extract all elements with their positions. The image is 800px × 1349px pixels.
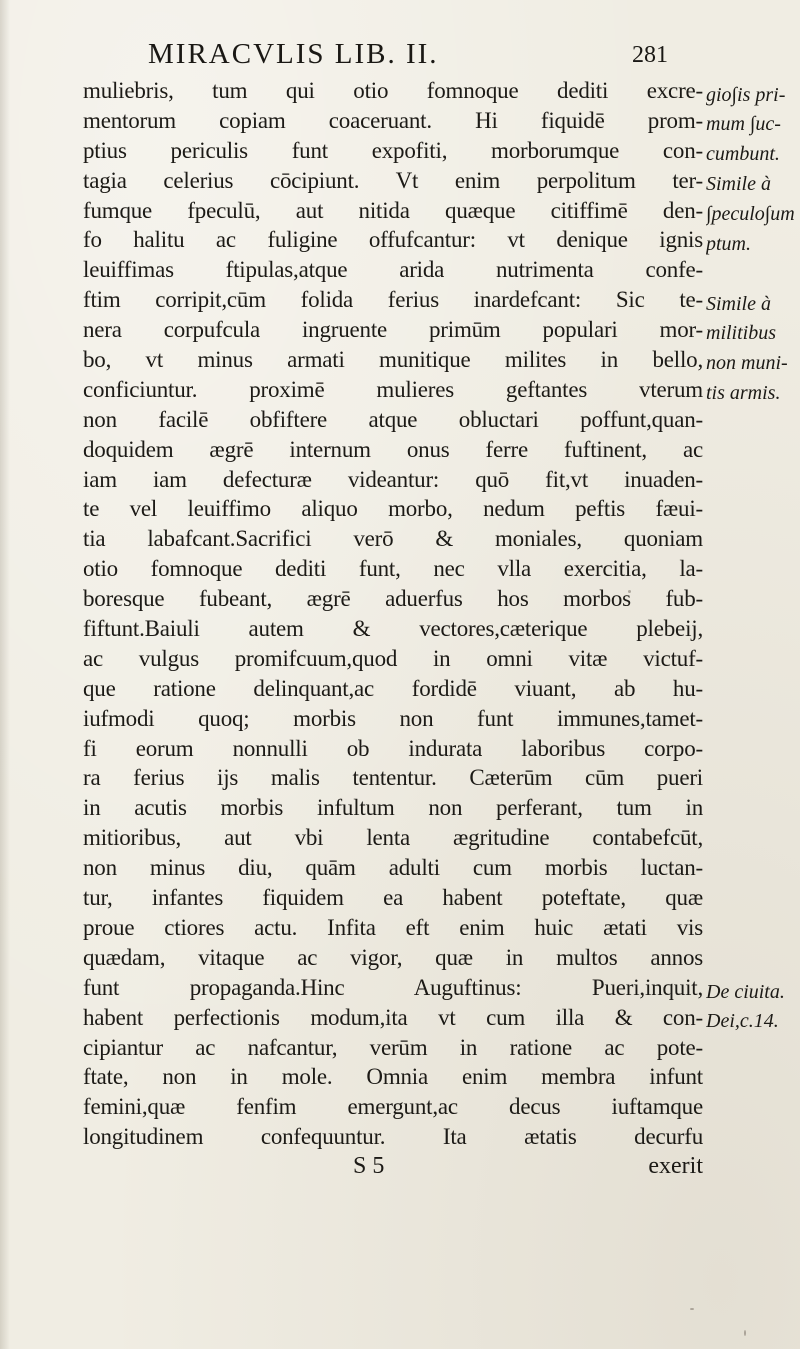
margin-note: non muni- (706, 352, 788, 374)
margin-note: ptum. (706, 233, 751, 255)
margin-note: De ciuita. (706, 981, 785, 1003)
page-footer (83, 1153, 703, 1183)
text-line: leuiffimas ftipulas,atque arida nutrimenta confe- (83, 257, 703, 283)
text-line: iam iam defecturæ videantur: quō fit,vt inuaden- (83, 466, 703, 492)
text-line: otio fomnoque dediti funt, nec vlla exercitia, la- (83, 556, 703, 582)
text-line: femini,quæ fenfim emergunt,ac decus iuftamque (83, 1094, 703, 1120)
margin-note: gio∫is pri- (706, 84, 786, 106)
text-line: non facilē obfiftere atque obluctari poffunt,quan- (83, 406, 703, 432)
margin-note: mum ∫uc- (706, 113, 781, 135)
running-head-title: MIRACVLIS LIB. II. (148, 38, 439, 70)
body-text (83, 76, 703, 1152)
text-line: que ratione delinquant,ac fordidē viuant, ab hu- (83, 675, 703, 701)
text-line: mentorum copiam coaceruant. Hi fiquidē prom- (83, 107, 703, 133)
text-line: ftim corripit,cūm folida ferius inardefcant: Sic te- (83, 287, 703, 313)
paper-speck (744, 1330, 746, 1336)
text-line: nera corpufcula ingruente primūm populari mor- (83, 317, 703, 343)
page-number: 281 (632, 42, 668, 68)
text-line: doquidem ægrē internum onus ferre fuftinent, ac (83, 436, 703, 462)
margin-note: Simile à (706, 173, 771, 195)
text-line: iufmodi quoq; morbis non funt immunes,tamet- (83, 705, 703, 731)
margin-note: militibus (706, 322, 777, 344)
text-line: fi eorum nonnulli ob indurata laboribus corpo- (83, 735, 703, 761)
text-line: habent perfectionis modum,ita vt cum illa & con- (83, 1004, 703, 1030)
page-gutter-shadow (0, 0, 10, 1349)
paper-speck (690, 1308, 694, 1310)
text-line: conficiuntur. proximē mulieres geftantes vterum (83, 376, 703, 402)
text-line: non minus diu, quām adulti cum morbis luctan- (83, 855, 703, 881)
signature-mark: S 5 (353, 1153, 385, 1179)
text-line: ra ferius ijs malis tententur. Cæterūm cūm pueri (83, 765, 703, 791)
text-line: in acutis morbis infultum non perferant, tum in (83, 795, 703, 821)
text-line: fumque fpeculū, aut nitida quæque citiffimē den- (83, 197, 703, 223)
text-line: fo halitu ac fuligine offufcantur: vt denique ignis (83, 227, 703, 253)
text-line: bo, vt minus armati munitique milites in bello, (83, 347, 703, 373)
text-line: muliebris, tum qui otio fomnoque dediti excre- (83, 78, 703, 103)
text-line: ftate, non in mole. Omnia enim membra infunt (83, 1064, 703, 1090)
catchword: exerit (648, 1153, 703, 1179)
text-line: quædam, vitaque ac vigor, quæ in multos annos (83, 944, 703, 970)
margin-note: ∫peculo∫um (706, 203, 795, 225)
text-line: longitudinem confequuntur. Ita ætatis decurfu (83, 1124, 703, 1150)
text-line: ac vulgus promifcuum,quod in omni vitæ victuf- (83, 645, 703, 671)
margin-note: cumbunt. (706, 143, 780, 165)
text-line: proue ctiores actu. Infita eft enim huic ætati vis (83, 914, 703, 940)
margin-note: Simile à (706, 293, 771, 315)
text-line: funt propaganda.Hinc Auguftinus: Pueri,inquit, (83, 974, 703, 1000)
text-line: tia labafcant.Sacrifici verō & moniales, quoniam (83, 526, 703, 552)
text-line: ptius periculis funt expofiti, morborumque con- (83, 137, 703, 163)
text-line: mitioribus, aut vbi lenta ægritudine contabefcūt, (83, 825, 703, 851)
running-head (148, 38, 668, 78)
text-line: tur, infantes fiquidem ea habent poteftate, quæ (83, 885, 703, 911)
margin-note: tis armis. (706, 382, 781, 404)
text-line: tagia celerius cōcipiunt. Vt enim perpolitum ter- (83, 167, 703, 193)
text-line: fiftunt.Baiuli autem & vectores,cæterique plebeij, (83, 616, 703, 642)
paper-speck (628, 590, 631, 593)
text-line: cipiantur ac nafcantur, verūm in ratione ac pote- (83, 1034, 703, 1060)
text-line: boresque fubeant, ægrē aduerfus hos morbos fub- (83, 586, 703, 612)
margin-note: Dei,c.14. (706, 1010, 779, 1032)
text-line: te vel leuiffimo aliquo morbo, nedum peftis fæui- (83, 496, 703, 522)
